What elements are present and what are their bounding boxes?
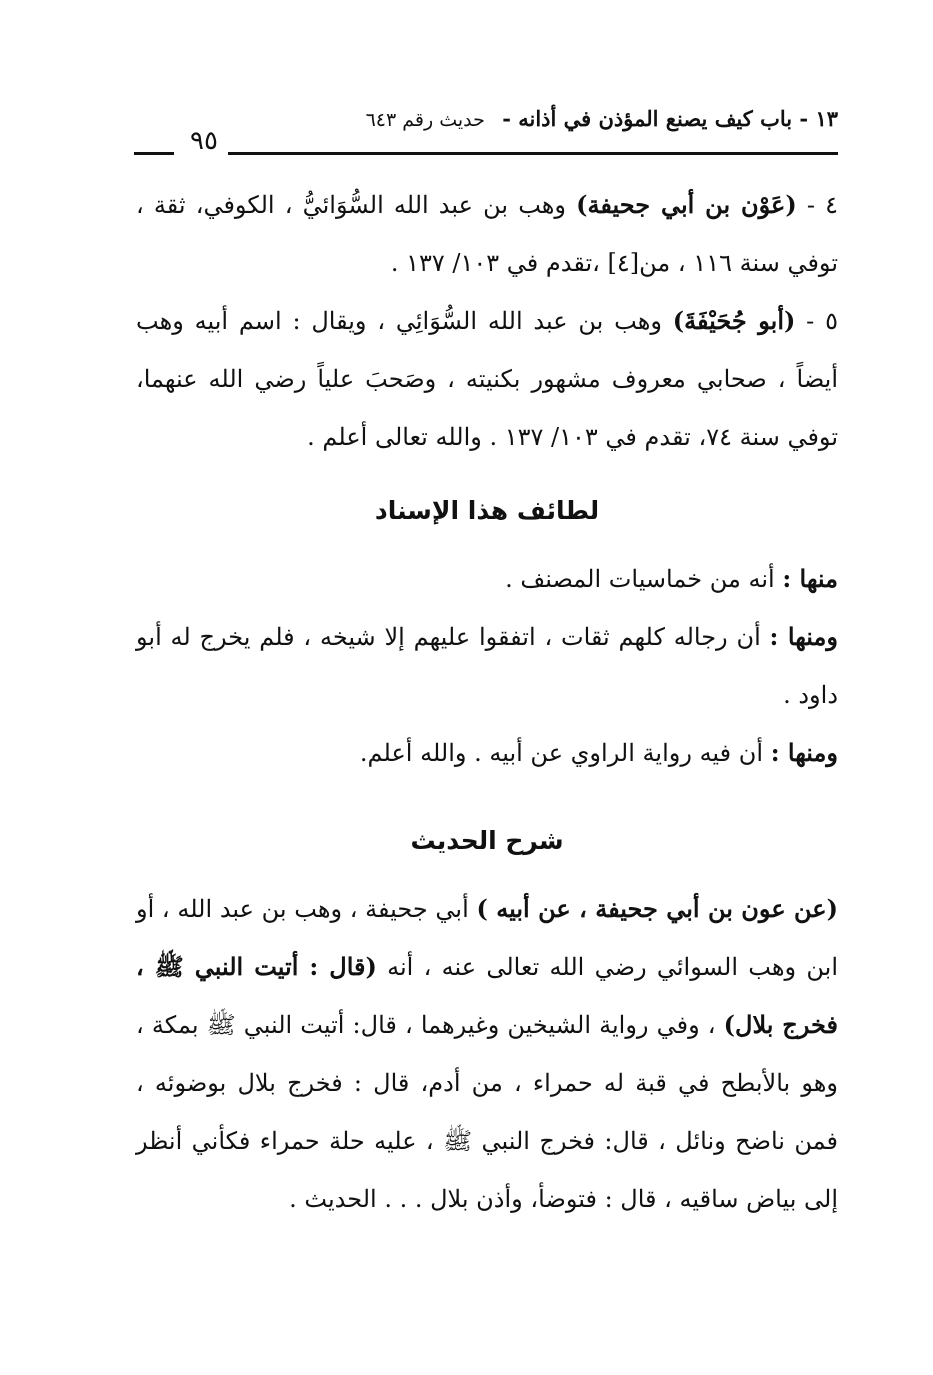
hadith-reference: حديث رقم ٦٤٣ [365,109,485,131]
narrator-name: (عَوْن بن أبي جحيفة) [576,190,797,219]
section-heading-lataif: لطائف هذا الإسناد [374,496,600,525]
narrator-number: ٥ - [806,307,838,335]
narrator-number: ٤ - [806,191,838,219]
narrator-entry-4 [136,176,838,292]
item-text: أن فيه رواية الراوي عن أبيه . والله أعلم. [359,739,764,767]
section-heading-sharh: شرح الحديث [410,826,564,855]
item-label: منها : [782,564,838,593]
header-title [366,106,838,131]
page-number: ٩٥ [190,126,218,156]
lataif-item [136,550,838,608]
item-text: أن رجاله كلهم ثقات ، اتفقوا عليهم إلا شيخه ، فلم يخرج له أبو داود . [136,623,838,709]
quoted-text-1: (عن عون بن أبي جحيفة ، عن أبيه ) [476,894,838,923]
lataif-item [136,608,838,724]
quoted-text-2: (قال : أتيت النبي ﷺ ، فخرج بلال) [136,952,838,1039]
chapter-number: ١٣ [815,106,838,131]
narrator-name: (أبو جُحَيْفَةَ) [672,306,796,335]
item-label: ومنها : [769,622,838,651]
lataif-item [136,724,838,782]
page-number-rule [134,152,174,155]
item-label: ومنها : [770,738,838,767]
commentary-text-2: ، وفي رواية الشيخين وغيرهما ، قال: أتيت النبي ﷺ بمكة ، وهو بالأبطح في قبة له حمراء ، من أدم، قال : فخرج بلال بوضوئه ، فمن ناضح ونائل ، قال: فخرج النبي ﷺ ، عليه حلة حمراء فكأني أنظر إلى بياض ساقيه ، قال : فتوضأ، وأذن بلال . . . الحديث . [136,1011,839,1213]
commentary-text-1: أبي جحيفة ، وهب بن عبد الله ، أو ابن وهب السوائي رضي الله تعالى عنه ، أنه [136,895,838,981]
header-rule [228,152,838,155]
item-text: أنه من خماسيات المصنف . [505,565,775,593]
narrator-text: وهب بن عبد الله السُّوَائِي ، ويقال : اسم أبيه وهب أيضاً ، صحابي معروف مشهور بكنيته ، وصَحبَ علياً رضي الله عنهما، توفي سنة ٧٤، تقدم في ١٠٣/ ١٣٧ . والله تعالى أعلم . [136,307,838,451]
chapter-title: - باب كيف يصنع المؤذن في أذانه - [502,106,809,131]
lataif-list [136,550,838,782]
narrator-entry-5 [136,292,838,466]
sharh-paragraph [136,880,838,1228]
sharh-block [136,880,838,1228]
narrator-text: وهب بن عبد الله السُّوَائيُّ ، الكوفي، ثقة ، توفي سنة ١١٦ ، من[٤] ،تقدم في ١٠٣/ ١٣٧ . [136,191,838,277]
narrators-block [136,176,838,466]
running-header [132,104,838,160]
